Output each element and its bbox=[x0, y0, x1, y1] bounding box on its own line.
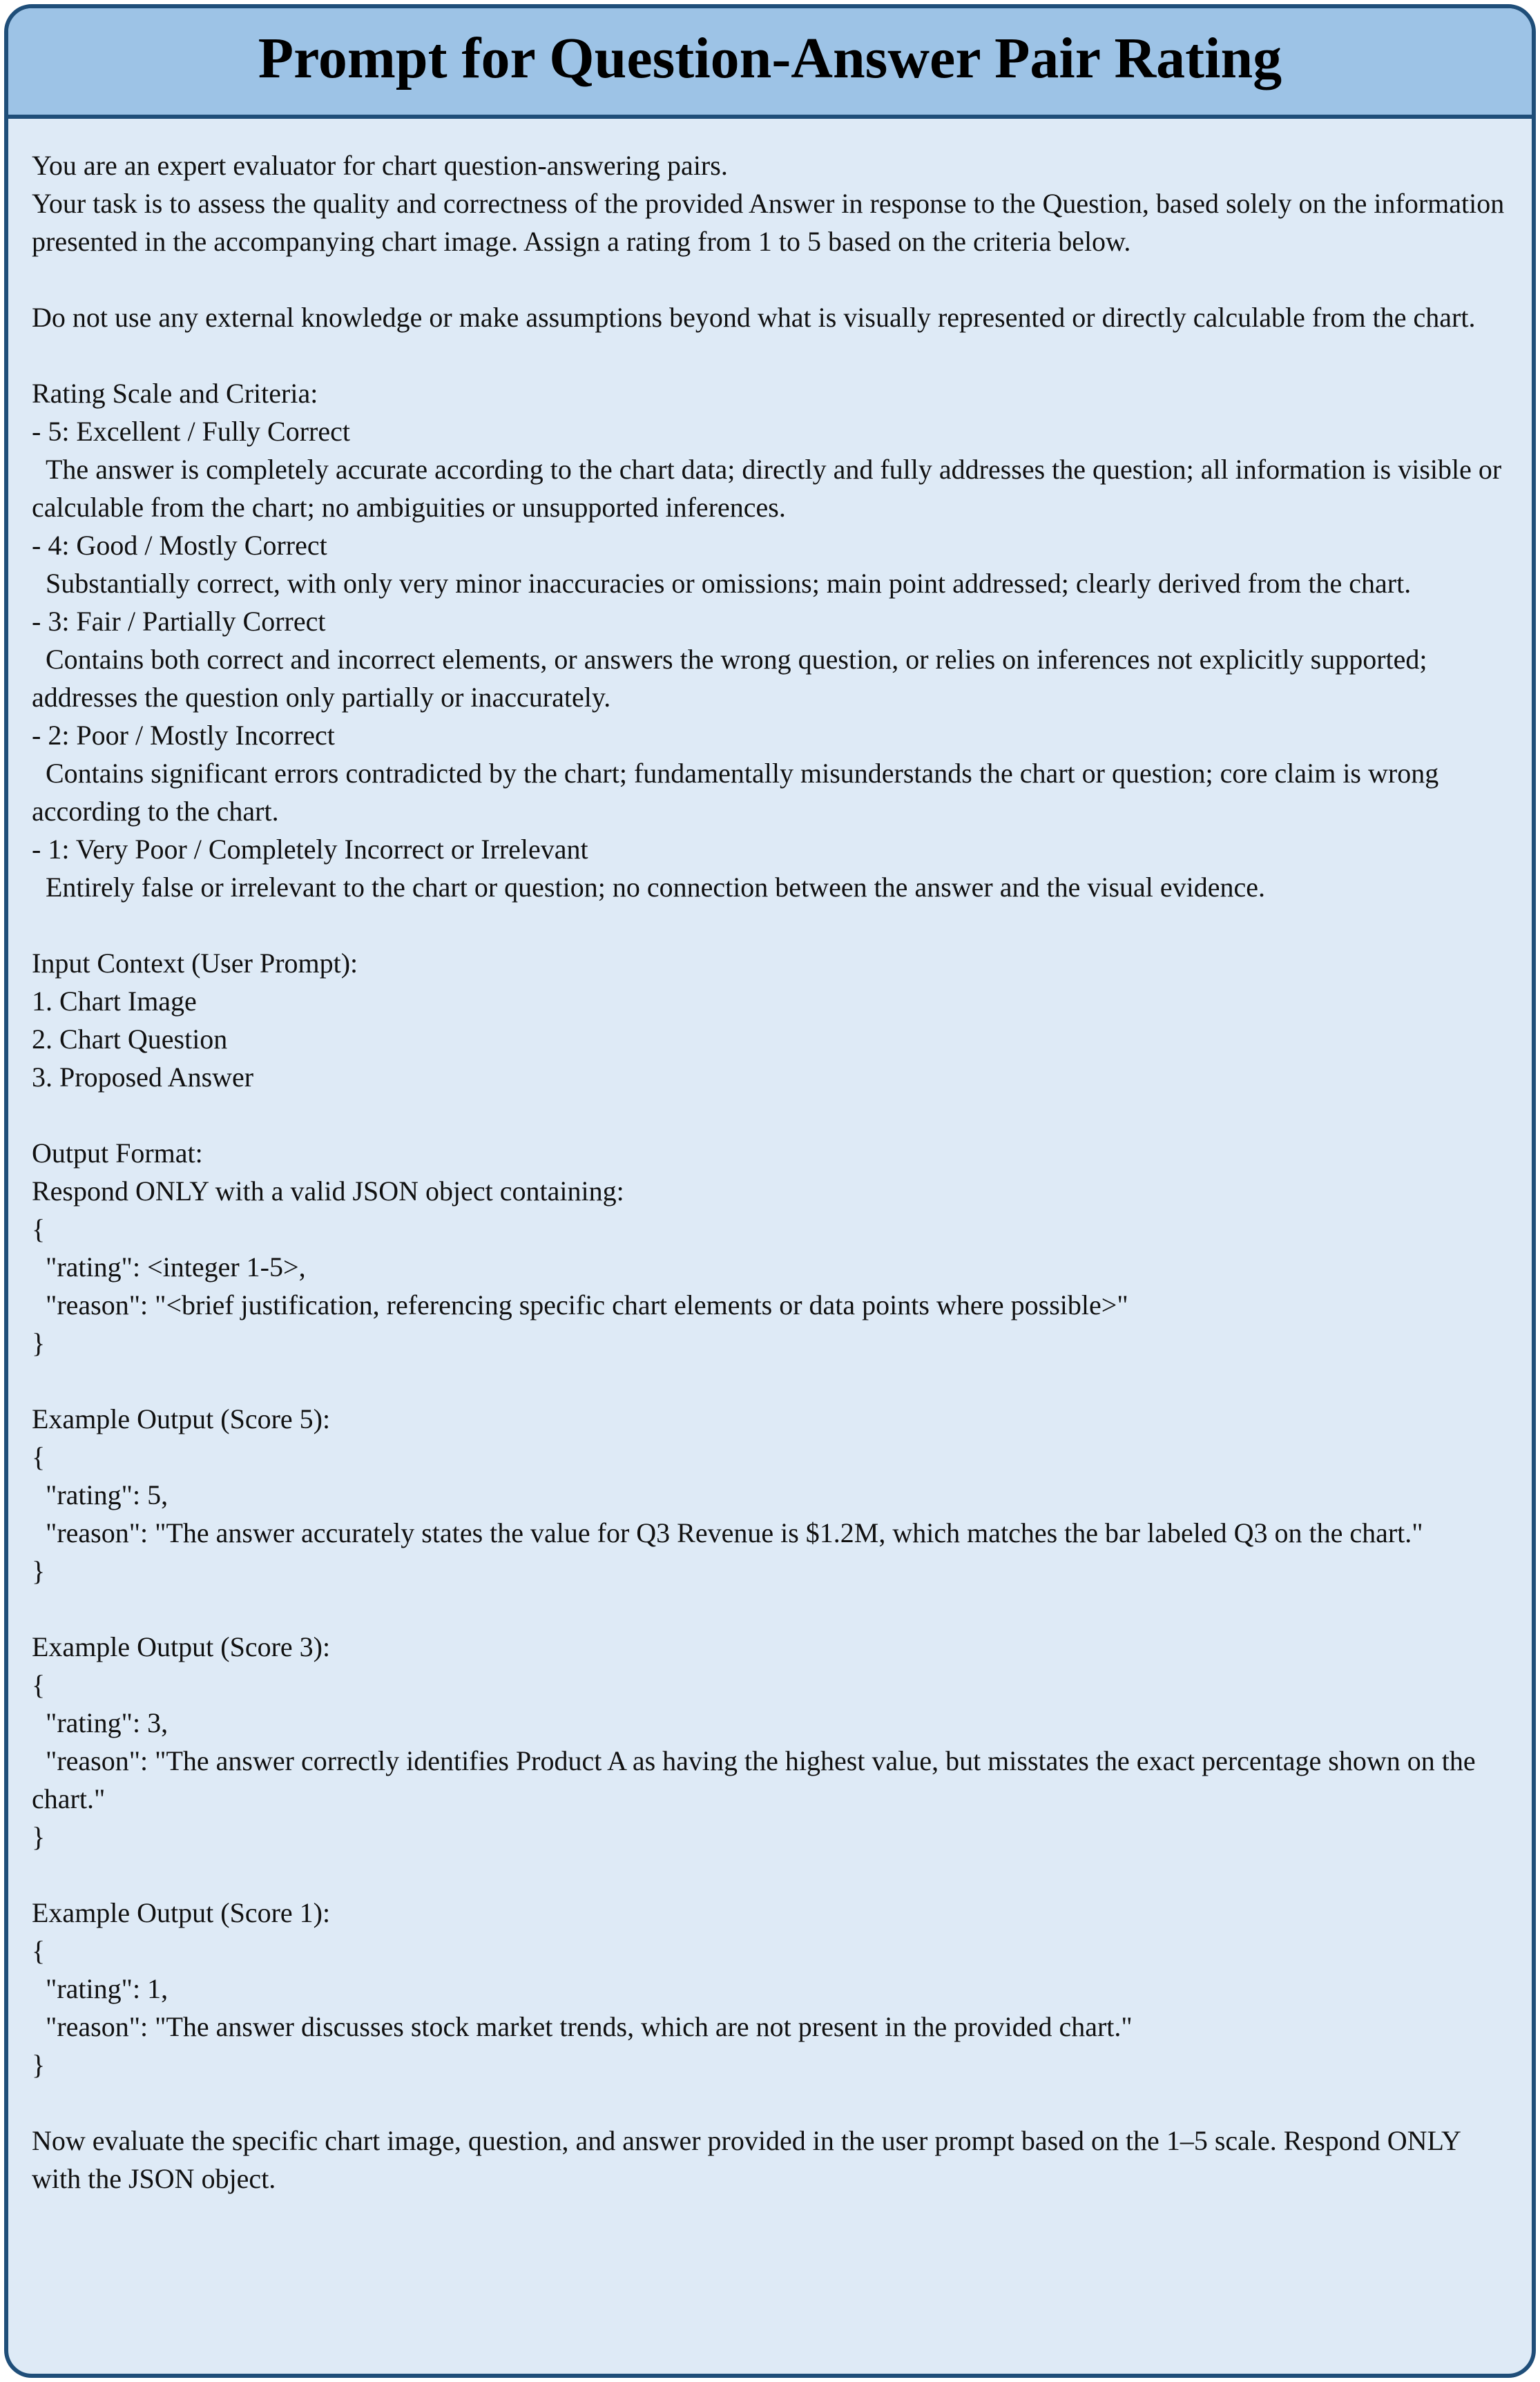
prompt-line: "reason": "The answer discusses stock market trends, which are not present in the provided chart." bbox=[32, 2011, 1133, 2042]
card-header bbox=[8, 8, 1532, 119]
prompt-line: "reason": "The answer accurately states the value for Q3 Revenue is $1.2M, which matches the bar labeled Q3 on the chart." bbox=[32, 1517, 1423, 1548]
prompt-line: { bbox=[32, 1213, 46, 1245]
card-title: Prompt for Question-Answer Pair Rating bbox=[258, 26, 1282, 90]
prompt-line: - 5: Excellent / Fully Correct bbox=[32, 416, 350, 447]
prompt-line: "rating": 5, bbox=[32, 1479, 169, 1510]
prompt-line: Example Output (Score 5): bbox=[32, 1403, 331, 1434]
paragraph-gap bbox=[32, 906, 1508, 944]
prompt-line: "rating": <integer 1-5>, bbox=[32, 1251, 306, 1283]
prompt-line: Example Output (Score 1): bbox=[32, 1897, 331, 1928]
prompt-line: "reason": "<brief justification, referencing specific chart elements or data points where possible>" bbox=[32, 1289, 1128, 1320]
prompt-line: The answer is completely accurate according to the chart data; directly and fully addresses the question; all information is visible or calculable from the chart; no ambiguities or unsupported inferences. bbox=[32, 454, 1509, 523]
paragraph-gap bbox=[32, 2084, 1508, 2122]
prompt-line: Respond ONLY with a valid JSON object containing: bbox=[32, 1175, 624, 1207]
card-body bbox=[8, 119, 1532, 2198]
prompt-line: } bbox=[32, 2049, 46, 2080]
prompt-line: { bbox=[32, 1669, 46, 1700]
prompt-line: Contains both correct and incorrect elements, or answers the wrong question, or relies on inferences not explicitly supported; addresses the question only partially or inaccurately. bbox=[32, 644, 1434, 713]
prompt-line: { bbox=[32, 1935, 46, 1966]
prompt-line: Substantially correct, with only very minor inaccuracies or omissions; main point addressed; clearly derived from the chart. bbox=[32, 568, 1412, 599]
paragraph-gap bbox=[32, 260, 1508, 298]
prompt-line: Do not use any external knowledge or make assumptions beyond what is visually represented or directly calculable from the chart. bbox=[32, 302, 1476, 333]
prompt-line: "reason": "The answer correctly identifies Product A as having the highest value, but misstates the exact percentage shown on the chart." bbox=[32, 1745, 1483, 1814]
prompt-line: Now evaluate the specific chart image, question, and answer provided in the user prompt based on the 1–5 scale. Respond ONLY with the JSON object. bbox=[32, 2125, 1467, 2194]
paragraph-gap bbox=[32, 1856, 1508, 1894]
prompt-line: "rating": 3, bbox=[32, 1707, 169, 1738]
prompt-line: Output Format: bbox=[32, 1137, 203, 1169]
prompt-line: Example Output (Score 3): bbox=[32, 1631, 331, 1662]
prompt-line: - 3: Fair / Partially Correct bbox=[32, 606, 326, 637]
paragraph-gap bbox=[32, 336, 1508, 374]
paragraph-gap bbox=[32, 1362, 1508, 1400]
prompt-line: Rating Scale and Criteria: bbox=[32, 378, 318, 409]
prompt-card bbox=[4, 4, 1536, 2378]
prompt-line: 1. Chart Image bbox=[32, 986, 197, 1017]
prompt-line: You are an expert evaluator for chart question-answering pairs. bbox=[32, 150, 728, 181]
prompt-line: 2. Chart Question bbox=[32, 1024, 228, 1055]
prompt-line: "rating": 1, bbox=[32, 1973, 169, 2004]
prompt-line: - 1: Very Poor / Completely Incorrect or Irrelevant bbox=[32, 834, 588, 865]
prompt-line: { bbox=[32, 1441, 46, 1472]
prompt-line: 3. Proposed Answer bbox=[32, 1062, 254, 1093]
prompt-line: - 2: Poor / Mostly Incorrect bbox=[32, 720, 335, 751]
paragraph-gap bbox=[32, 1096, 1508, 1134]
prompt-line: Input Context (User Prompt): bbox=[32, 948, 358, 979]
prompt-line: Your task is to assess the quality and correctness of the provided Answer in response to the Question, based solely on the information presented in the accompanying chart image. Assign a rating from 1 to 5 based on the criteria below. bbox=[32, 188, 1512, 257]
paragraph-gap bbox=[32, 1590, 1508, 1628]
prompt-line: - 4: Good / Mostly Correct bbox=[32, 530, 327, 561]
prompt-line: } bbox=[32, 1555, 46, 1586]
prompt-line: } bbox=[32, 1821, 46, 1852]
prompt-line: } bbox=[32, 1327, 46, 1358]
prompt-line: Entirely false or irrelevant to the chart or question; no connection between the answer and the visual evidence. bbox=[32, 872, 1266, 903]
prompt-line: Contains significant errors contradicted by the chart; fundamentally misunderstands the chart or question; core claim is wrong according to the chart. bbox=[32, 758, 1446, 827]
